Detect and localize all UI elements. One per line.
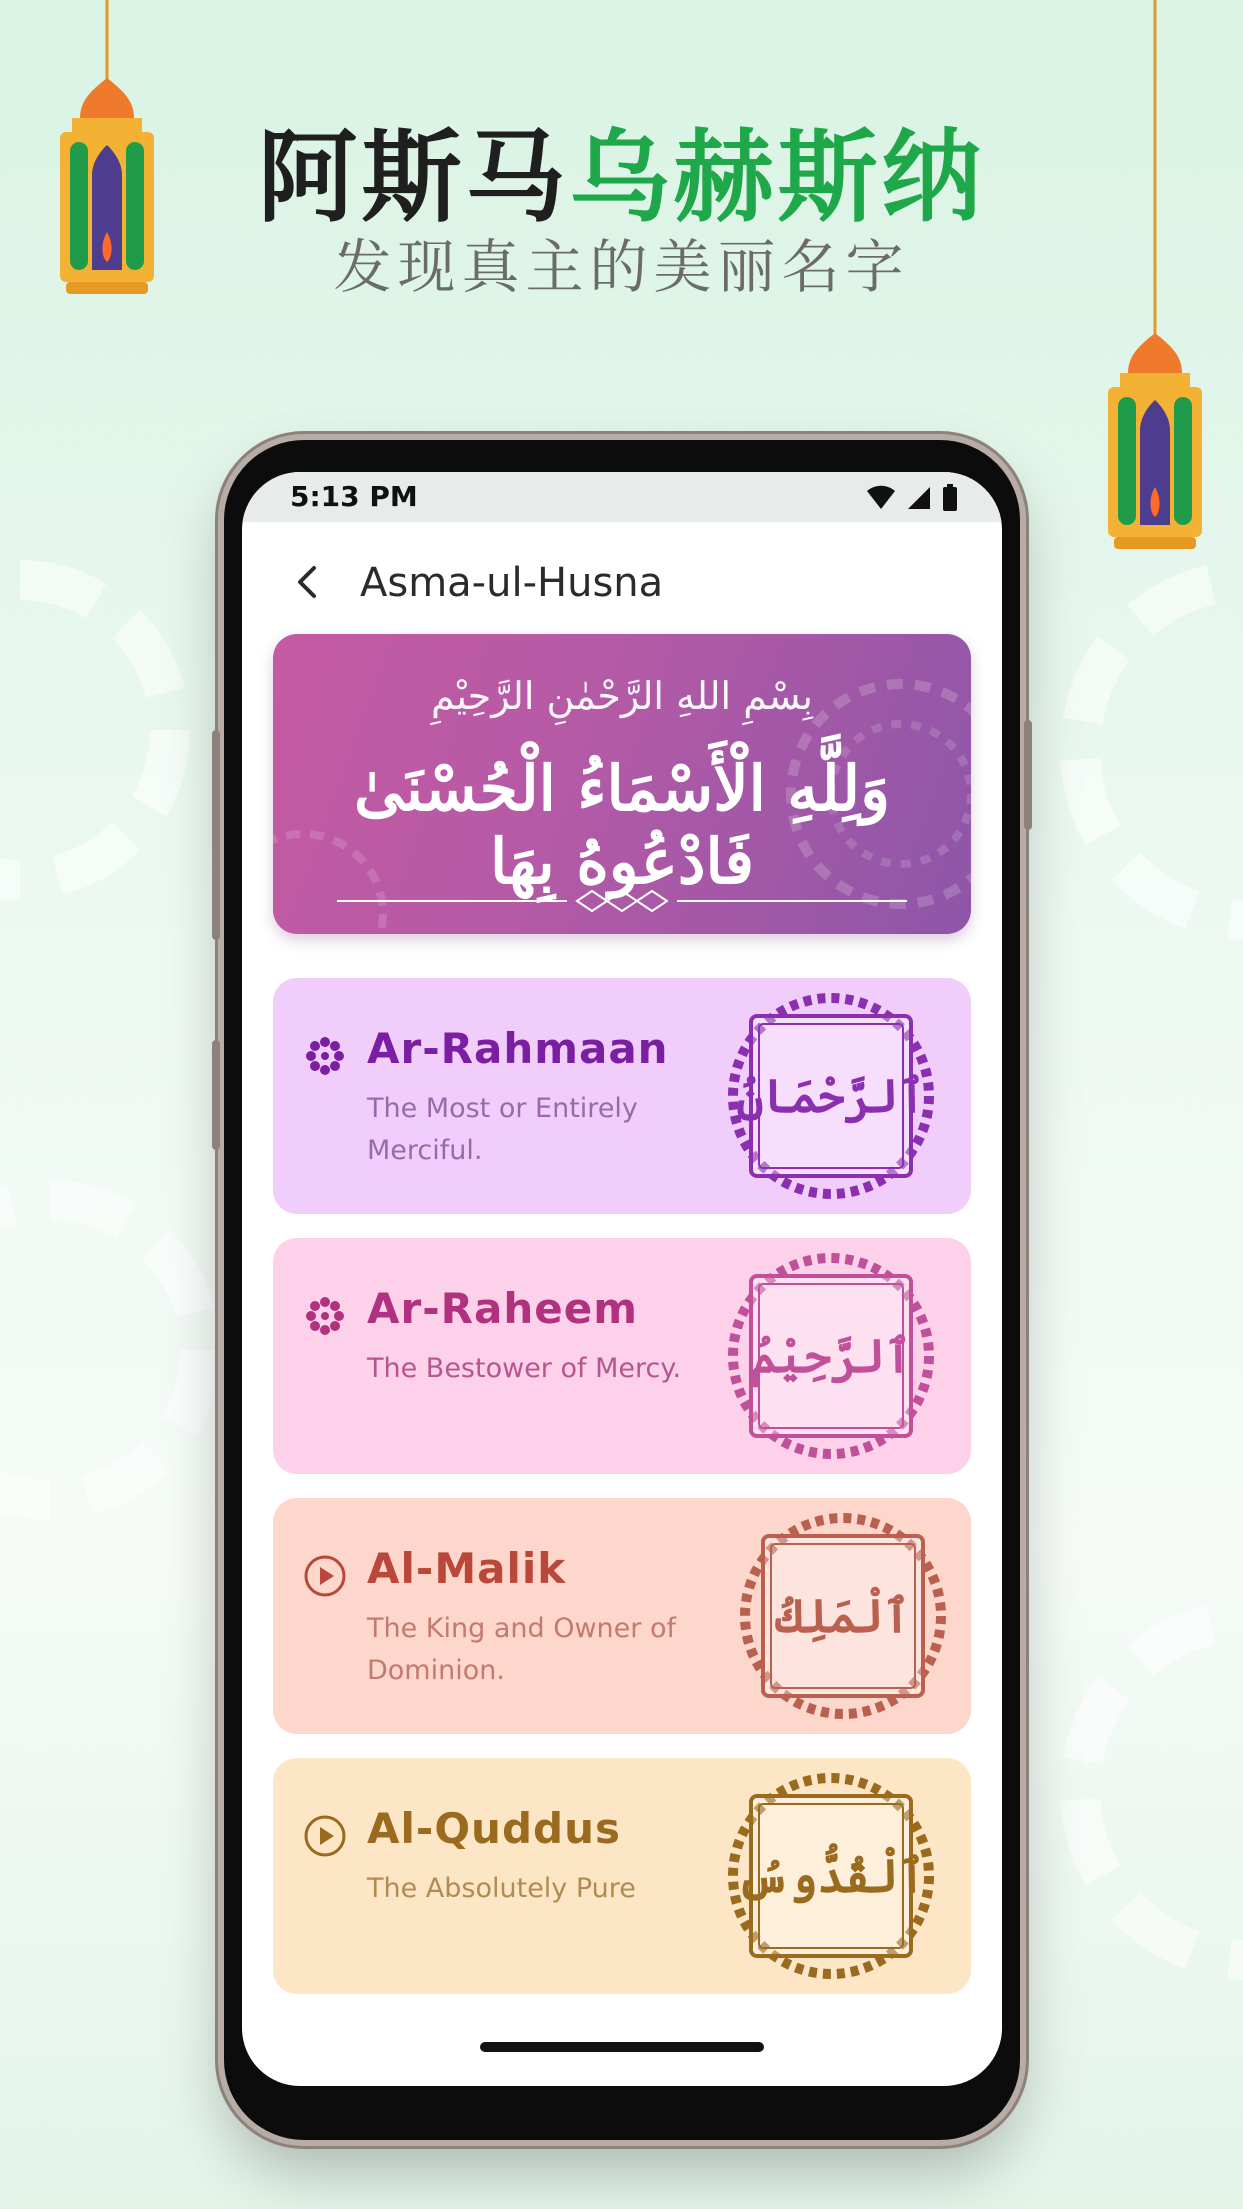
battery-icon — [942, 484, 958, 512]
name-arabic: ٱلرَّحِيْمُ — [750, 1329, 912, 1383]
home-indicator[interactable] — [480, 2042, 764, 2052]
back-arrow-icon[interactable] — [278, 552, 338, 612]
phone-side-button — [1024, 720, 1032, 830]
calligraphy-frame — [739, 1512, 947, 1720]
name-card-al-quddus[interactable] — [273, 1758, 971, 1994]
banner-verse: وَلِلَّهِ الْأَسْمَاءُ الْحُسْنَىٰ فَادْعُوهُ بِهَا — [353, 752, 891, 898]
name-arabic: ٱلْقُدُّوسُ — [736, 1849, 926, 1903]
name-description: The Bestower of Mercy. — [367, 1353, 682, 1384]
hero-title-green: 乌赫斯纳 — [569, 119, 986, 236]
calligraphy-frame — [727, 1252, 935, 1460]
status-icons — [866, 482, 958, 514]
phone-side-button — [212, 1040, 220, 1150]
hero-subtitle: 发现真主的美丽名字 — [333, 233, 910, 301]
hero-title-dark: 阿斯马 — [257, 119, 570, 236]
calligraphy-frame — [727, 1772, 935, 1980]
status-time: 5:13 PM — [290, 480, 418, 513]
background-pattern — [1060, 1600, 1243, 1980]
wifi-icon — [866, 485, 896, 511]
flower-icon — [303, 1034, 347, 1078]
phone-side-button — [212, 730, 220, 940]
name-title: Al-Quddus — [367, 1804, 621, 1853]
verse-banner — [273, 634, 971, 934]
hero-title — [0, 118, 1243, 238]
calligraphy-frame — [727, 992, 935, 1200]
phone-screen — [242, 472, 1002, 2086]
name-title: Al-Malik — [367, 1544, 567, 1593]
name-description: The Most or Entirely Merciful. — [367, 1093, 638, 1166]
app-header — [242, 522, 1002, 642]
flower-icon — [303, 1294, 347, 1338]
background-pattern — [0, 560, 190, 900]
name-card-ar-rahmaan[interactable] — [273, 978, 971, 1214]
name-card-al-malik[interactable] — [273, 1498, 971, 1734]
phone-frame — [224, 440, 1020, 2140]
name-description: The Absolutely Pure — [367, 1873, 636, 1904]
banner-basmala: بِسْمِ اللهِ الرَّحْمٰنِ الرَّحِيْمِ — [431, 674, 813, 718]
play-icon[interactable] — [303, 1814, 347, 1858]
name-card-ar-raheem[interactable] — [273, 1238, 971, 1474]
signal-icon — [906, 485, 932, 511]
name-title: Ar-Raheem — [367, 1284, 638, 1333]
play-icon[interactable] — [303, 1554, 347, 1598]
background-pattern — [1060, 560, 1243, 940]
page-title: Asma-ul-Husna — [360, 560, 664, 606]
name-title: Ar-Rahmaan — [367, 1024, 669, 1073]
name-arabic: ٱلرَّحْمَانُ — [736, 1069, 926, 1123]
banner-divider — [337, 886, 907, 916]
name-description: The King and Owner of Dominion. — [367, 1613, 676, 1686]
name-arabic: ٱلْمَلِكُ — [775, 1589, 911, 1643]
background-pattern — [0, 1180, 220, 1520]
status-bar — [242, 472, 1002, 522]
